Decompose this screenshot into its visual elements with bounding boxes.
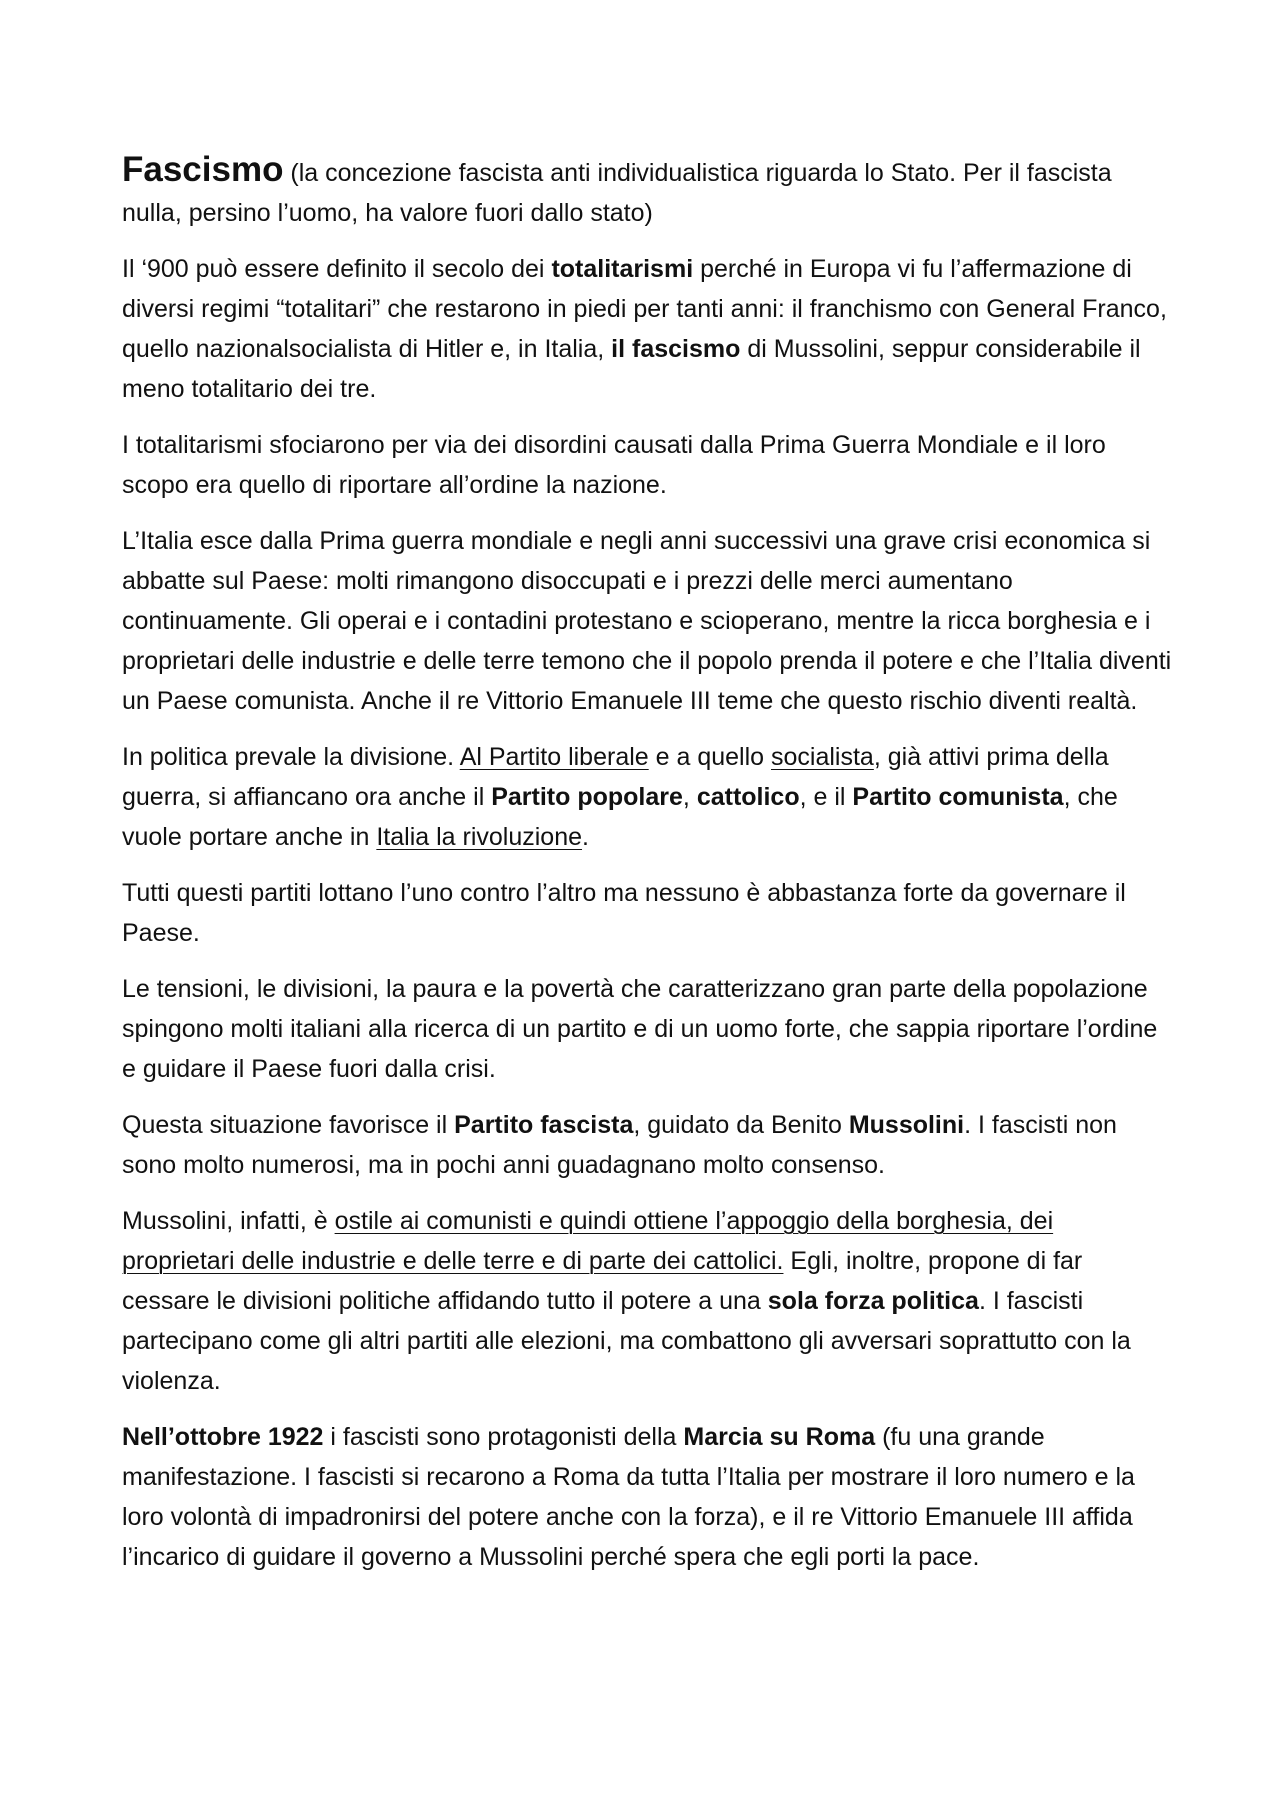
paragraph-marcia-su-roma: [122, 1417, 1172, 1577]
paragraph-tensioni: [122, 969, 1172, 1089]
underlined-run: socialista: [771, 743, 874, 771]
text-run: Questa situazione favorisce il: [122, 1111, 455, 1139]
text-run: Il ‘900 può essere definito il secolo dei: [122, 255, 552, 283]
paragraph-mussolini: [122, 1201, 1172, 1401]
underlined-run: Al Partito liberale: [459, 743, 649, 771]
bold-run: Mussolini: [848, 1111, 965, 1139]
text-run: perché in Europa vi fu l’affermazione di diversi regimi “totalitari” che restarono in piedi per tanti anni: il franchismo con General Franco, quello nazionalsocialista di Hitler e, in Italia,: [122, 255, 1167, 363]
paragraph-origini: [122, 425, 1172, 505]
title-note: (la concezione fascista anti individualistica riguarda lo Stato. Per il fascista nulla, persino l’uomo, ha valore fuori dallo stato): [122, 159, 1112, 227]
text-run: e a quello: [648, 743, 772, 771]
text-run: Mussolini, infatti, è: [122, 1207, 335, 1235]
underlined-run: Italia la rivoluzione: [376, 823, 583, 851]
text-run: , già attivi prima della guerra, si affiancano ora anche il: [122, 743, 1109, 811]
text-run: .: [582, 823, 589, 851]
bold-run: Nell’ottobre 1922: [122, 1423, 324, 1451]
text-run: Egli, inoltre, propone di far cessare le divisioni politiche affidando tutto il potere a una: [122, 1247, 1083, 1315]
bold-run: Partito comunista: [852, 783, 1064, 811]
bold-run: Partito fascista: [454, 1111, 634, 1139]
bold-run: Marcia su Roma: [683, 1423, 876, 1451]
bold-run: sola forza politica: [767, 1287, 979, 1315]
text-run: ,: [682, 783, 697, 811]
text-run: , e il: [799, 783, 853, 811]
bold-run: il fascismo: [611, 335, 741, 363]
text-run: In politica prevale la divisione.: [122, 743, 460, 771]
bold-run: Partito popolare: [491, 783, 683, 811]
text-run: I totalitarismi sfociarono per via dei disordini causati dalla Prima Guerra Mondiale e il loro scopo era quello di riportare all’ordine la nazione.: [122, 431, 1106, 499]
text-run: . I fascisti non sono molto numerosi, ma in pochi anni guadagnano molto consenso.: [122, 1111, 1117, 1179]
bold-run: cattolico: [696, 783, 800, 811]
paragraph-politica: [122, 737, 1172, 857]
paragraph-title: [122, 150, 1172, 233]
text-run: Tutti questi partiti lottano l’uno contro l’altro ma nessuno è abbastanza forte da governare il Paese.: [122, 879, 1126, 947]
text-run: , guidato da Benito: [633, 1111, 849, 1139]
text-run: i fascisti sono protagonisti della: [323, 1423, 684, 1451]
text-run: , che vuole portare anche in: [122, 783, 1118, 851]
bold-run: totalitarismi: [551, 255, 694, 283]
text-run: L’Italia esce dalla Prima guerra mondiale e negli anni successivi una grave crisi economica si abbatte sul Paese: molti rimangono disoccupati e i prezzi delle merci aumentano continuamente. Gli operai e i contadini protestano e scioperano, mentre la ricca borghesia e i proprietari delle industrie e delle terre temono che il popolo prenda il potere e che l’Italia diventi un Paese comunista. Anche il re Vittorio Emanuele III teme che questo rischio diventi realtà.: [122, 527, 1172, 715]
paragraph-totalitarismi: [122, 249, 1172, 409]
document-title: Fascismo: [122, 150, 284, 189]
document-page: [122, 150, 1172, 1593]
text-run: (fu una grande manifestazione. I fascisti si recarono a Roma da tutta l’Italia per mostrare il loro numero e la loro volontà di impadronirsi del potere anche con la forza), e il re Vittorio Emanuele III affida l’incarico di guidare il governo a Mussolini perché spera che egli porti la pace.: [122, 1423, 1135, 1571]
paragraph-crisi: [122, 521, 1172, 721]
text-run: Le tensioni, le divisioni, la paura e la povertà che caratterizzano gran parte della popolazione spingono molti italiani alla ricerca di un partito e di un uomo forte, che sappia riportare l’ordine e guidare il Paese fuori dalla crisi.: [122, 975, 1158, 1083]
paragraph-partiti: [122, 873, 1172, 953]
text-run: di Mussolini, seppur considerabile il meno totalitario dei tre.: [122, 335, 1141, 403]
underlined-run: ostile ai comunisti e quindi ottiene l’appoggio della borghesia, dei proprietari delle industrie e delle terre e di parte dei cattolici.: [122, 1207, 1054, 1275]
paragraph-partito-fascista: [122, 1105, 1172, 1185]
text-run: . I fascisti partecipano come gli altri partiti alle elezioni, ma combattono gli avversari soprattutto con la violenza.: [122, 1287, 1131, 1395]
